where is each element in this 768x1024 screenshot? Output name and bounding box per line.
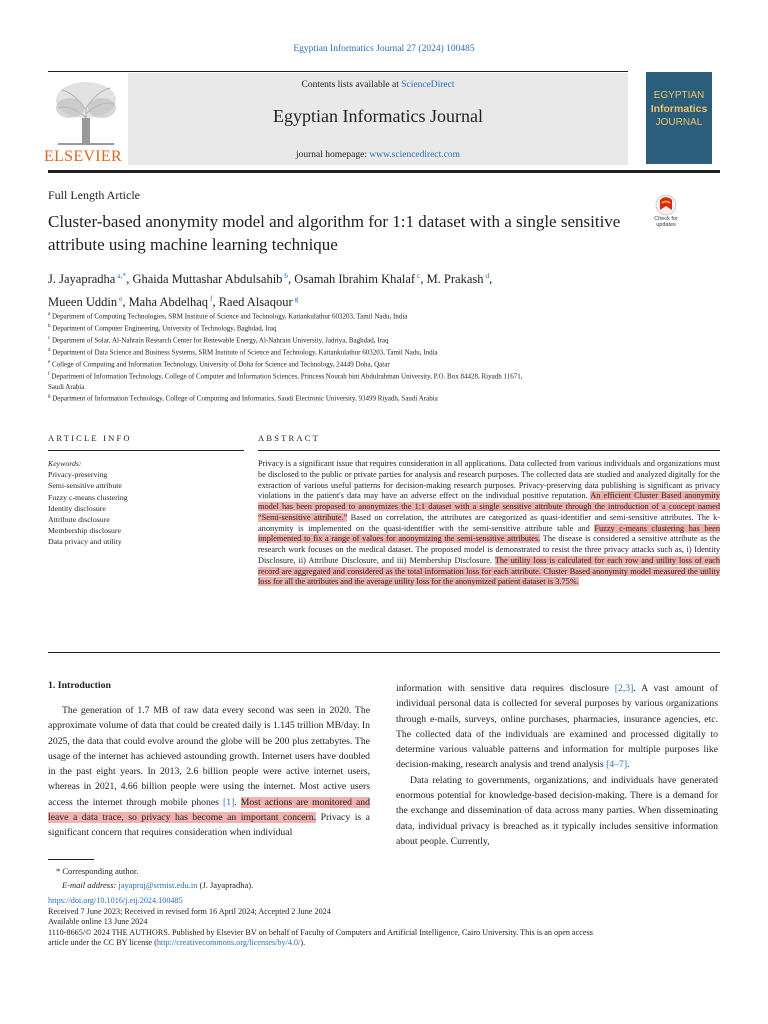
author-affiliation-marker[interactable]: g bbox=[292, 294, 299, 304]
journal-reference[interactable]: Egyptian Informatics Journal 27 (2024) 100485 bbox=[293, 44, 475, 54]
abstract-highlight-3: The utility loss is calculated for each row and utility loss of each record are aggregated and considered as the total information loss for each attribute. Cluster Based anonymity model measured the utility loss for all the attributes and the average utility loss for the anonymized patient dataset is 3.75%. bbox=[258, 555, 720, 587]
affiliation-line: $^e$ College of Computing and Information Technology, University of Doha for Science and Technology, 24449 Doha, Qatar bbox=[48, 359, 390, 369]
journal-cover-image[interactable] bbox=[646, 72, 712, 164]
intro-left-text: The generation of 1.7 MB of raw data every second was seen in 2020. The approximate volume of data that could be created daily is 1.145 trillion MB/day. In 2025, the data that could evolve around the globe will be 200 plus zettabytes. The usage of the internet has achieved astounding growth. Internet users have doubled in the past eight years. In 2013, 2.6 billion people were active internet users, whereas in 2021, 4.66 billion people were using the internet. Most active users access the internet through mobile phones bbox=[48, 705, 370, 808]
doi-line bbox=[48, 896, 720, 907]
intro-left-end: Privacy is a significant concern that requires consideration when individual bbox=[48, 812, 370, 839]
corresponding-author-note: * Corresponding author. bbox=[56, 866, 139, 876]
citation-2-3-link[interactable]: [2,3] bbox=[614, 683, 634, 694]
citation-4-7-link[interactable]: [4–7] bbox=[606, 759, 628, 771]
email-suffix: (J. Jayapradha). bbox=[197, 880, 254, 890]
author-name[interactable]: Ghaida Muttashar Abdulsahib bbox=[132, 272, 283, 287]
keywords-block bbox=[48, 458, 244, 548]
email-label: E-mail address: bbox=[62, 880, 117, 890]
affiliation-line: $^c$ Department of Solar, Al-Nahrain Research Center for Renewable Energy, Al-Nahrain University, Jadriya, Baghdad, Iraq bbox=[48, 335, 389, 345]
keyword-item: Attribute disclosure bbox=[48, 515, 110, 525]
homepage-prefix: journal homepage: bbox=[296, 150, 367, 160]
author-name[interactable]: Raed Alsaqour bbox=[218, 295, 293, 310]
cover-line-3: JOURNAL bbox=[655, 117, 703, 128]
homepage-link[interactable]: www.sciencedirect.com bbox=[369, 150, 460, 160]
abstract-part-1: Privacy is a significant issue that requires consideration in all applications. Data collected from various individuals and organizations must be disclosed to the public or private parties for analysis and research purposes. The collected data are studied and analyzed digitally for the extraction of various useful patterns for decision-making research purposes. Privacy-preserving data publishing is significant as privacy violations in the patient's data may have an adverse effect on the individual positive reputation. bbox=[258, 459, 720, 501]
article-info-heading: ARTICLE INFO bbox=[48, 433, 132, 443]
article-type: Full Length Article bbox=[48, 188, 140, 202]
author-list: J. Jayapradha $^{a,*}$, Ghaida Muttashar Abdulsahib $^b$, Osamah Ibrahim Khalaf $^c$, M. Prakash $^d$, Mueen Uddin $^e$, Maha Abdelhaq $^f$, Raed Alsaqour $^g$ bbox=[48, 271, 493, 310]
author-name[interactable]: Maha Abdelhaq bbox=[128, 295, 209, 310]
license-link[interactable]: http://creativecommons.org/licenses/by/4.0/ bbox=[156, 938, 301, 947]
keyword-item: Membership disclosure bbox=[48, 526, 121, 536]
author-name[interactable]: Mueen Uddin bbox=[48, 295, 118, 310]
abstract-bottom-rule bbox=[48, 652, 720, 653]
keyword-item: Data privacy and utility bbox=[48, 537, 122, 547]
license-line bbox=[48, 938, 720, 949]
doi-link[interactable]: https://doi.org/10.1016/j.eij.2024.100485 bbox=[48, 896, 183, 905]
contents-prefix: Contents lists available at bbox=[301, 80, 399, 90]
footnotes bbox=[48, 864, 720, 949]
author-affiliation-marker[interactable]: b bbox=[282, 271, 289, 280]
contents-available-line bbox=[128, 80, 628, 90]
email-link[interactable]: jayapraj@srmist.edu.in bbox=[118, 880, 198, 890]
abstract-part-3: The disease is considered a sensitive attribute as the research work focuses on the medical dataset. The proposed model is demonstrated to resist the three privacy attacks such as, i) Identity Disclosure, ii) Attribute Disclosure, and iii) Membership Disclosure. bbox=[258, 534, 720, 565]
header-bottom-rule bbox=[48, 170, 720, 173]
sciencedirect-link[interactable]: ScienceDirect bbox=[401, 80, 455, 90]
citation-1-link[interactable]: [1] bbox=[223, 796, 235, 808]
footnote-rule bbox=[48, 859, 94, 860]
affiliation-line: Saudi Arabia bbox=[48, 382, 85, 391]
abstract-text bbox=[258, 459, 720, 588]
affiliation-line: $^b$ Department of Computer Engineering, University of Technology, Baghdad, Iraq bbox=[48, 323, 277, 333]
elsevier-tree-logo bbox=[48, 78, 124, 146]
author-affiliation-marker[interactable]: e bbox=[117, 294, 123, 304]
affiliation-line: $^d$ Department of Data Science and Business Systems, SRM Institute of Science and Technology, Kattankulathur 603203, Tamil Nadu, India bbox=[48, 347, 438, 357]
affiliation-line: $^g$ Department of Information Technology, College of Computing and Informatics, Saudi Electronic University, 93499 Riyadh, Saudi Arabia bbox=[48, 394, 438, 403]
intro-left-dot: . bbox=[234, 796, 241, 808]
article-info-rule bbox=[48, 450, 244, 451]
intro-right-text-b: . A vast amount of individual personal data is collected for several purposes by various organizations through e-mails, surveys, online purchases, pharmacies, insurance agencies, etc. The collected data of the individuals are examined and processed digitally to determine various valuable patterns and information for multiple purposes like decision-making, research analysis and trend analysis bbox=[396, 683, 718, 771]
elsevier-wordmark: ELSEVIER bbox=[44, 148, 122, 165]
check-for-updates-badge[interactable] bbox=[646, 192, 686, 232]
intro-right-text-c: . bbox=[627, 759, 630, 771]
affiliations bbox=[48, 310, 688, 404]
author-name[interactable]: J. Jayapradha bbox=[48, 272, 116, 287]
author-name[interactable]: Osamah Ibrahim Khalaf bbox=[294, 272, 416, 287]
intro-right-paragraph-1 bbox=[396, 681, 718, 773]
abstract-rule bbox=[258, 450, 720, 451]
license-prefix: article under the CC BY license ( bbox=[48, 938, 157, 947]
abstract-highlight-1: An efficient Cluster Based anonymity model has been proposed to anonymizes the 1:1 dataset with a single sensitive attribute through the introduction of a concept named “Semi-sensitive attribute.” bbox=[258, 491, 720, 522]
introduction-heading: 1. Introduction bbox=[48, 680, 111, 691]
author-affiliation-marker[interactable]: d bbox=[483, 271, 490, 280]
author-affiliation-marker[interactable]: c bbox=[415, 271, 421, 280]
copyright-line: 1110-8665/© 2024 THE AUTHORS. Published by Elsevier BV on behalf of Faculty of Computers and Artificial Intelligence, Cairo University. This is an open access bbox=[48, 927, 593, 937]
abstract-highlight-2: Fuzzy c-means clustering has been implemented to fix a range of values for anonymizing the semi-sensitive attributes. bbox=[258, 523, 721, 544]
keyword-item: Fuzzy c-means clustering bbox=[48, 492, 128, 502]
intro-right-paragraph-2: Data relating to governments, organizations, and individuals have generated enormous potential for knowledge-based decision-making. There is a demand for the exchange and dissemination of data across many parties. When disseminating data, individual privacy is breached as it typically includes sensitive information about people. Currently, bbox=[396, 774, 718, 847]
abstract-part-2: Based on correlation, the attributes are categorized as quasi-identifier and semi-sensitive attributes. The k-anonymity is implemented on the quasi-identifier with the semi-sensitive attribute table and bbox=[258, 512, 720, 533]
keywords-list bbox=[48, 469, 244, 547]
intro-right-text-a: information with sensitive data requires disclosure bbox=[396, 683, 615, 694]
keywords-label: Keywords: bbox=[48, 459, 82, 468]
author-affiliation-marker[interactable]: a,* bbox=[115, 271, 127, 280]
check-updates-label: Check for updates bbox=[654, 216, 678, 228]
cover-line-1: EGYPTIAN bbox=[653, 90, 705, 101]
intro-right-column bbox=[396, 681, 718, 849]
affiliation-line: $^a$ Department of Computing Technologies, SRM Institute of Science and Technology, Kattankulathur 603203, Tamil Nadu, India bbox=[48, 312, 408, 321]
cover-line-2: Informatics bbox=[650, 103, 708, 115]
article-title: Cluster-based anonymity model and algorithm for 1:1 dataset with a single sensitive attribute using machine learning technique bbox=[48, 212, 621, 254]
journal-title: Egyptian Informatics Journal bbox=[273, 106, 483, 126]
keyword-item: Privacy-preserving bbox=[48, 470, 108, 480]
keyword-item: Identity disclosure bbox=[48, 503, 106, 513]
author-affiliation-marker[interactable]: f bbox=[208, 294, 213, 304]
received-dates: Received 7 June 2023; Received in revised form 16 April 2024; Accepted 2 June 2024 bbox=[48, 906, 331, 916]
email-line bbox=[48, 878, 720, 892]
license-suffix: ). bbox=[300, 938, 306, 947]
affiliation-line: $^f$ Department of Information Technology, College of Computer and Information Sciences, Princess Nourah bint Abdulrahman University, P.O. Box 84428, Riyadh 11671, bbox=[48, 371, 523, 380]
abstract-heading: ABSTRACT bbox=[258, 433, 320, 443]
author-name[interactable]: M. Prakash bbox=[426, 272, 484, 287]
header-top-rule bbox=[48, 71, 628, 72]
intro-highlight: Most actions are monitored and leave a data trace, so privacy has become an important concern. bbox=[48, 796, 370, 824]
available-online: Available online 13 June 2024 bbox=[48, 917, 148, 926]
intro-left-column bbox=[48, 703, 370, 841]
keyword-item: Semi-sensitive attribute bbox=[48, 481, 122, 491]
journal-homepage-line bbox=[128, 150, 628, 160]
